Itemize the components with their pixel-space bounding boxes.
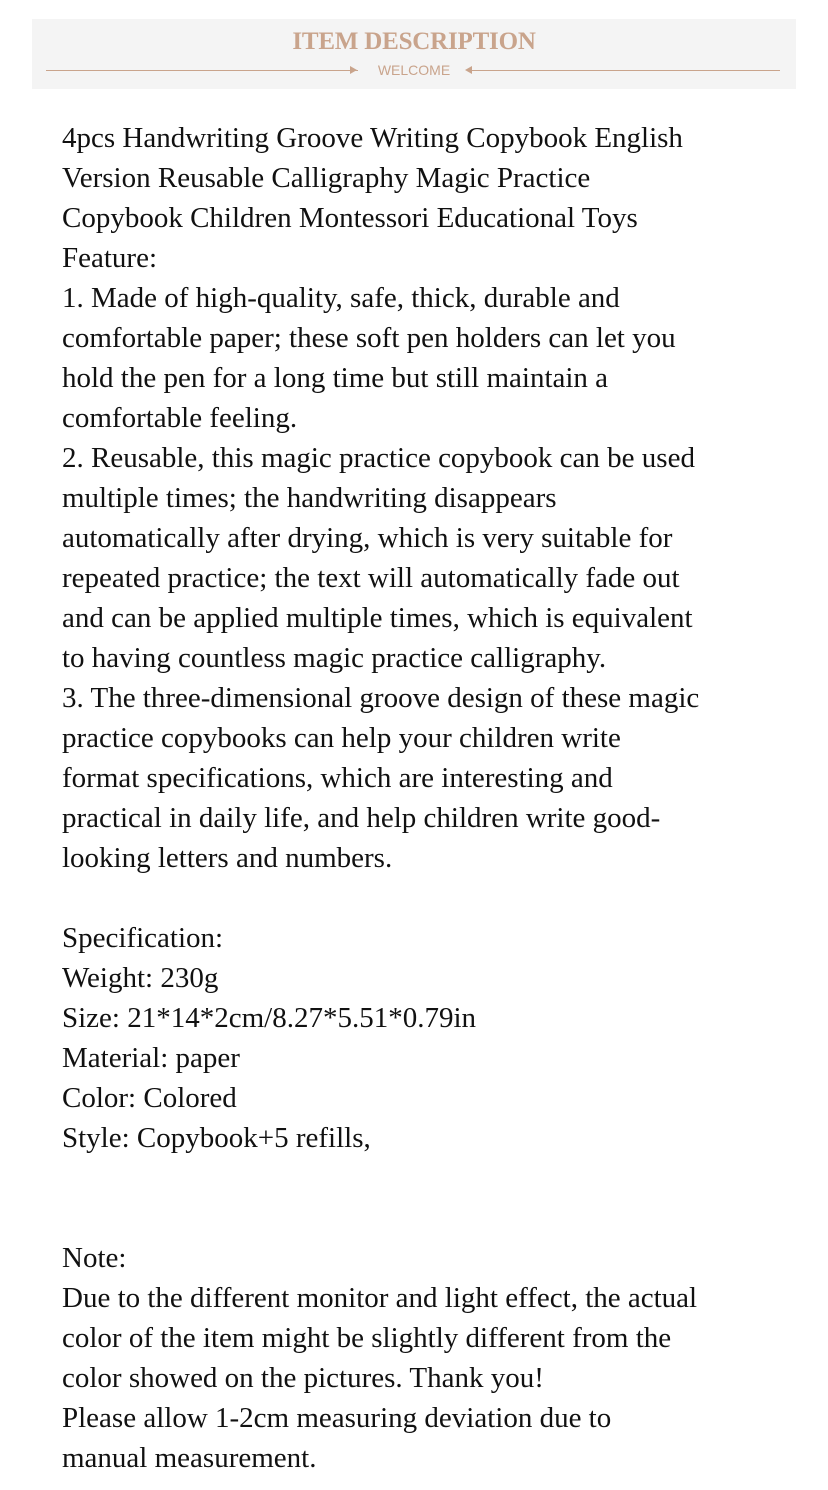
- specification-block: [62, 918, 782, 1158]
- product-description: [62, 118, 782, 1478]
- description-line: to having countless magic practice calligraphy.: [62, 642, 607, 674]
- description-line: and can be applied multiple times, which is equivalent: [62, 602, 693, 634]
- spec-color: Color: Colored: [62, 1082, 237, 1114]
- description-line: comfortable feeling.: [62, 402, 298, 434]
- description-line: 3. The three-dimensional groove design of these magic: [62, 682, 700, 714]
- spacer: [62, 1158, 782, 1238]
- description-line: multiple times; the handwriting disappears: [62, 482, 557, 514]
- description-block: [62, 118, 782, 878]
- spec-size: Size: 21*14*2cm/8.27*5.51*0.79in: [62, 1002, 477, 1034]
- note-line: manual measurement.: [62, 1442, 317, 1474]
- header-subtitle: WELCOME: [377, 62, 451, 78]
- specification-heading: Specification:: [62, 922, 224, 954]
- description-line: 1. Made of high-quality, safe, thick, durable and: [62, 282, 620, 314]
- description-line: practical in daily life, and help children write good-: [62, 802, 661, 834]
- description-line: repeated practice; the text will automatically fade out: [62, 562, 680, 594]
- description-line: hold the pen for a long time but still maintain a: [62, 362, 609, 394]
- description-line: format specifications, which are interesting and: [62, 762, 613, 794]
- note-heading: Note:: [62, 1242, 127, 1274]
- spacer: [62, 878, 782, 918]
- header-title: ITEM DESCRIPTION: [292, 28, 536, 55]
- description-line: Feature:: [62, 242, 158, 274]
- description-line: 2. Reusable, this magic practice copybook can be used: [62, 442, 695, 474]
- spec-weight: Weight: 230g: [62, 962, 219, 994]
- description-line: looking letters and numbers.: [62, 842, 393, 874]
- note-line: color showed on the pictures. Thank you!: [62, 1362, 544, 1394]
- note-block: [62, 1238, 782, 1478]
- divider-right: [470, 70, 780, 71]
- header-subtitle-row: [32, 61, 796, 79]
- description-line: Copybook Children Montessori Educational Toys: [62, 202, 638, 234]
- description-line: practice copybooks can help your children write: [62, 722, 621, 754]
- note-line: Please allow 1-2cm measuring deviation due to: [62, 1402, 612, 1434]
- item-description-header: [32, 19, 796, 89]
- spec-style: Style: Copybook+5 refills,: [62, 1122, 371, 1154]
- note-line: Due to the different monitor and light effect, the actual: [62, 1282, 698, 1314]
- note-line: color of the item might be slightly different from the: [62, 1322, 672, 1354]
- spec-material: Material: paper: [62, 1042, 240, 1074]
- description-line: Version Reusable Calligraphy Magic Practice: [62, 162, 591, 194]
- description-line: 4pcs Handwriting Groove Writing Copybook English: [62, 122, 683, 154]
- description-line: comfortable paper; these soft pen holders can let you: [62, 322, 676, 354]
- description-line: automatically after drying, which is very suitable for: [62, 522, 673, 554]
